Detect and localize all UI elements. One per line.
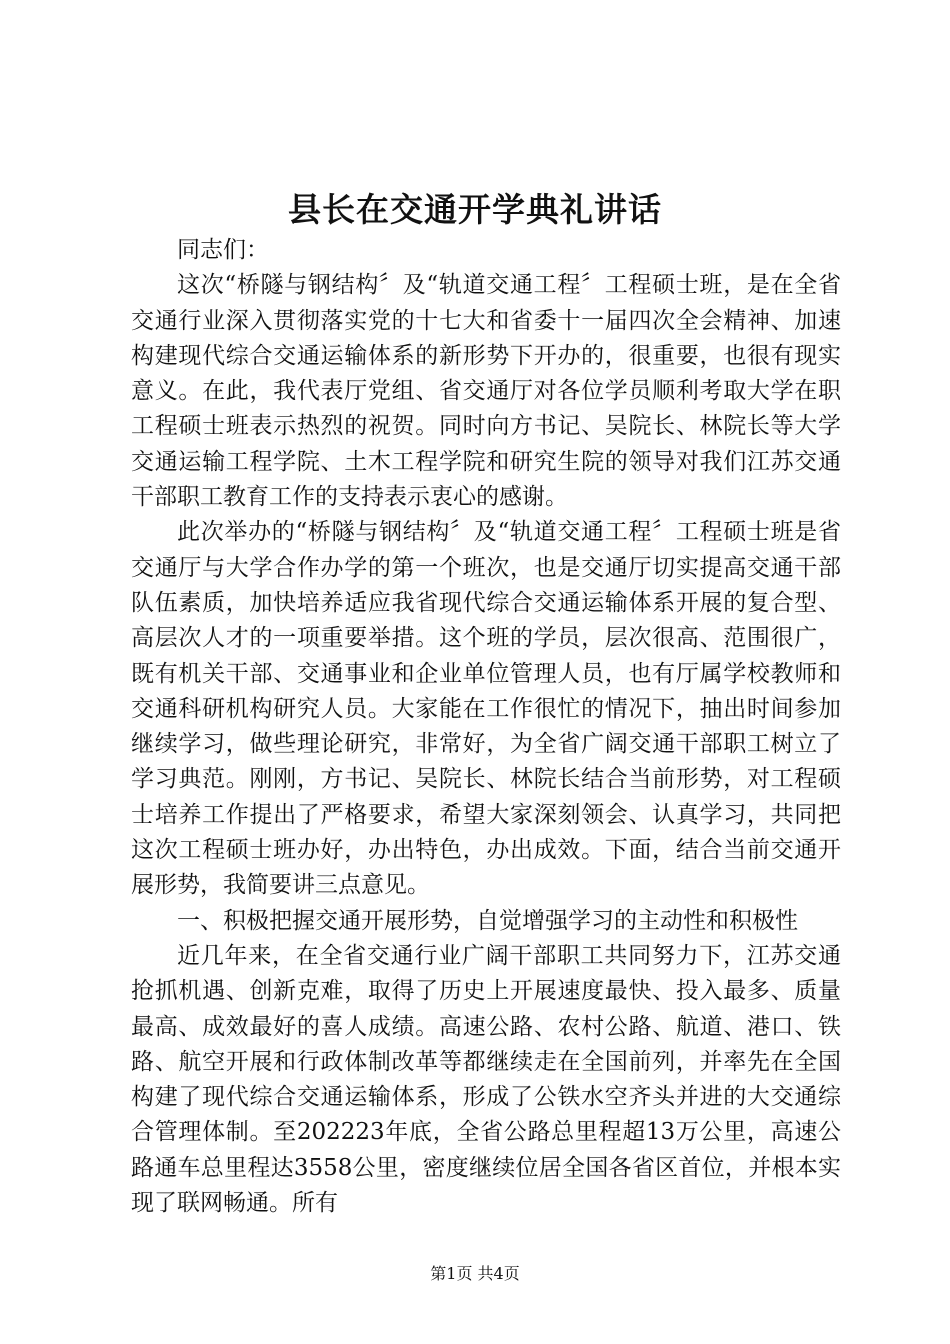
section-heading-paragraph: 一、积极把握交通开展形势，自觉增强学习的主动性和积极性: [177, 907, 798, 934]
document-body: [131, 233, 841, 1221]
body-paragraph: 此次举办的“桥隧与钢结构〞及“轨道交通工程〞工程硕士班是省交通厅与大学合作办学的第一个班次，也是交通厅切实提高交通干部队伍素质，加快培养适应我省现代综合交通运输体系开展的复合型、高层次人才的一项重要举措。这个班的学员，层次很高、范围很广，既有机关干部、交通事业和企业单位管理人员，也有厅属学校教师和交通科研机构研究人员。大家能在工作很忙的情况下，抽出时间参加继续学习，做些理论研究，非常好，为全省广阔交通干部职工树立了学习典范。刚刚，方书记、吴院长、林院长结合当前形势，对工程硕士培养工作提出了严格要求，希望大家深刻领会、认真学习，共同把这次工程硕士班办好，办出特色，办出成效。下面，结合当前交通开展形势，我简要讲三点意见。: [131, 519, 841, 899]
body-paragraph: 这次“桥隧与钢结构〞及“轨道交通工程〞工程硕士班，是在全省交通行业深入贯彻落实党的十七大和省委十一届四次全会精神、加速构建现代综合交通运输体系的新形势下开办的，很重要，也很有现实意义。在此，我代表厅党组、省交通厅对各位学员顺利考取大学在职工程硕士班表示热烈的祝贺。同时向方书记、吴院长、林院长等大学交通运输工程学院、土木工程学院和研究生院的领导对我们江苏交通干部职工教育工作的支持表示衷心的感谢。: [131, 272, 841, 511]
document-title: 县长在交通开学典礼讲话: [288, 190, 662, 229]
body-paragraph: 近几年来，在全省交通行业广阔干部职工共同努力下，江苏交通抢抓机遇、创新克难，取得了历史上开展速度最快、投入最多、质量最高、成效最好的喜人成绩。高速公路、农村公路、航道、港口、铁路、航空开展和行政体制改革等都继续走在全国前列，并率先在全国构建了现代综合交通运输体系，形成了公铁水空齐头并进的大交通综合管理体制。至202223年底，全省公路总里程超13万公里，高速公路通车总里程达3558公里，密度继续位居全国各省区首位，并根本实现了联网畅通。所有: [131, 942, 841, 1217]
page-footer: 第1页 共4页: [430, 1264, 520, 1283]
salutation-paragraph: 同志们：: [177, 237, 269, 263]
